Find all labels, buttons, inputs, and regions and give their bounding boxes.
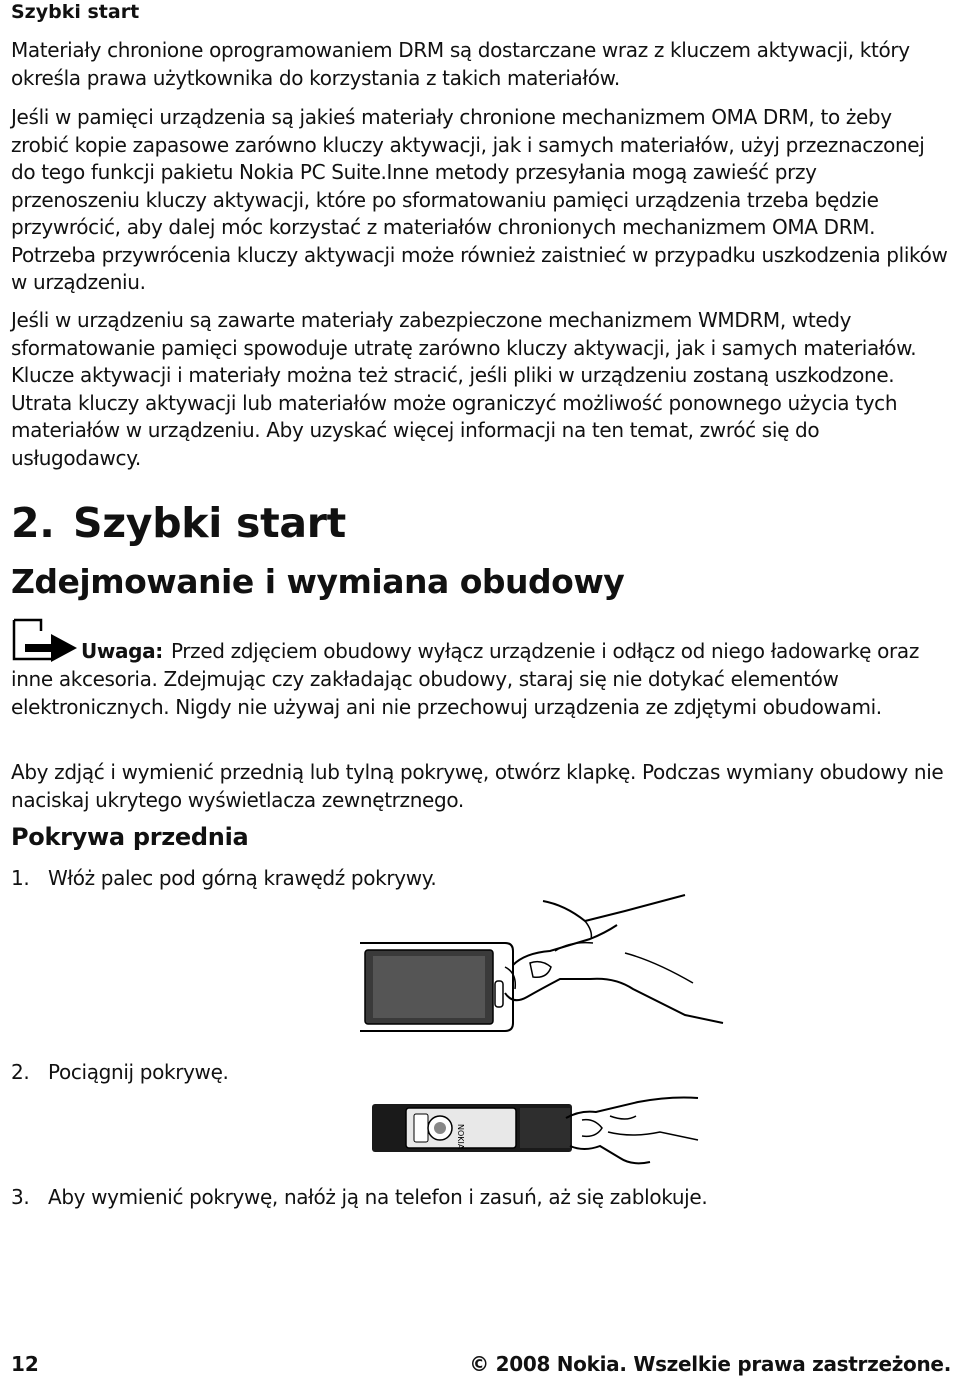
step-1 xyxy=(11,864,436,892)
note-block xyxy=(11,637,951,721)
step-3 xyxy=(11,1183,707,1211)
page-number: 12 xyxy=(11,1352,39,1376)
chapter-title xyxy=(11,495,346,551)
note-text: Przed zdjęciem obudowy wyłącz urządzenie i odłącz od niego ładowarkę oraz inne akcesoria. Zdejmując czy zakładając obudowy, staraj się nie dotykać elementów elektronicznych. Nigdy nie używaj ani nie przechowuj urządzenia ze zdjętymi obudowami. xyxy=(11,639,919,719)
subsection-title: Pokrywa przednia xyxy=(11,823,249,851)
note-label: Uwaga: xyxy=(81,639,163,663)
figure-pull-cover xyxy=(370,1088,700,1170)
step-number: 2. xyxy=(11,1060,30,1084)
figure-finger-under-cover xyxy=(355,893,725,1033)
paragraph-cover-instructions: Aby zdjąć i wymienić przednią lub tylną pokrywę, otwórz klapkę. Podczas wymiany obudowy nie naciskaj ukrytego wyświetlacza zewnętrznego. xyxy=(11,760,944,812)
step-number: 1. xyxy=(11,866,30,890)
paragraph-drm-intro: Materiały chronione oprogramowaniem DRM są dostarczane wraz z kluczem aktywacji, który określa prawa użytkownika do korzystania z takich materiałów. xyxy=(11,38,910,90)
chapter-number: 2. xyxy=(11,499,55,547)
step-text: Pociągnij pokrywę. xyxy=(48,1060,229,1084)
copyright: © 2008 Nokia. Wszelkie prawa zastrzeżone. xyxy=(469,1352,951,1376)
section-title: Zdejmowanie i wymiana obudowy xyxy=(11,562,625,601)
step-2 xyxy=(11,1058,229,1086)
paragraph-oma-drm: Jeśli w pamięci urządzenia są jakieś materiały chronione mechanizmem OMA DRM, to żeby zrobić kopie zapasowe zarówno kluczy aktywacji, jak i samych materiałów, użyj przeznaczonej do tego funkcji pakietu Nokia PC Suite.Inne metody przesyłania mogą zawieść przy przenoszeniu kluczy aktywacji, które po sformatowaniu pamięci urządzenia trzeba będzie przywrócić, aby dalej móc korzystać z materiałów chronionych mechanizmem OMA DRM. Potrzeba przywrócenia kluczy aktywacji może również zaistnieć w przypadku uszkodzenia plików w urządzeniu. xyxy=(11,105,948,294)
paragraph-wmdrm: Jeśli w urządzeniu są zawarte materiały zabezpieczone mechanizmem WMDRM, wtedy sformatowanie pamięci spowoduje utratę zarówno kluczy aktywacji, jak i samych materiałów. Klucze aktywacji i materiały można też stracić, jeśli pliki w urządzeniu zostaną uszkodzone. Utrata kluczy aktywacji lub materiałów może ograniczyć możliwość ponownego użycia tych materiałów w urządzeniu. Aby uzyskać więcej informacji na ten temat, zwróć się do usługodawcy. xyxy=(11,308,917,470)
nokia-logo: NOKIA xyxy=(456,1124,465,1150)
step-number: 3. xyxy=(11,1185,30,1209)
step-text: Aby wymienić pokrywę, nałóż ją na telefon i zasuń, aż się zablokuje. xyxy=(48,1185,708,1209)
step-text: Włóż palec pod górną krawędź pokrywy. xyxy=(48,866,437,890)
running-header: Szybki start xyxy=(11,1,140,23)
chapter-title-text: Szybki start xyxy=(73,499,346,547)
